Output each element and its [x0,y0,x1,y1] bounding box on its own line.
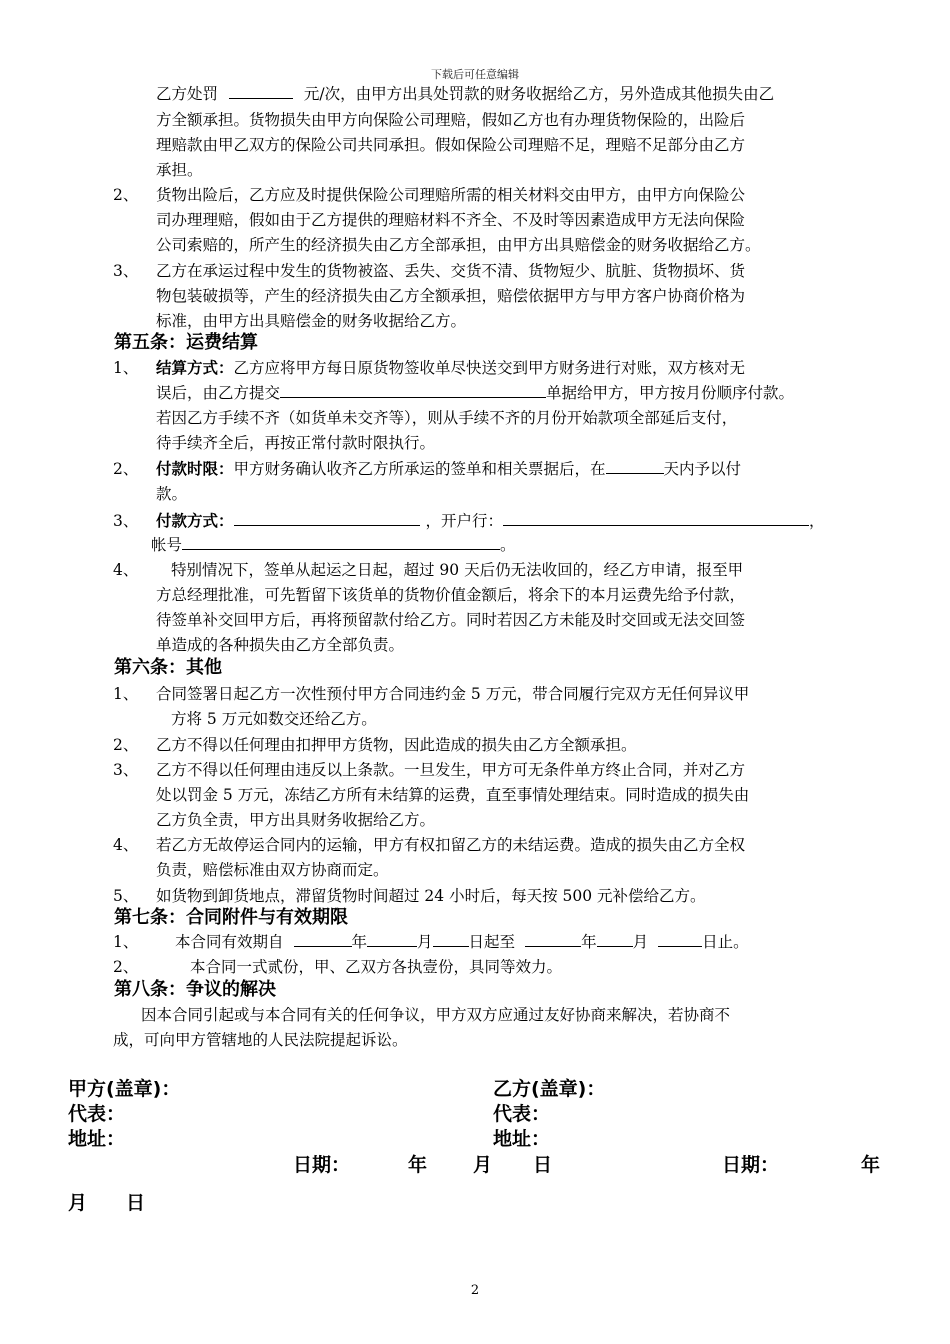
end-day-label: 日止。 [702,933,749,951]
section-6-heading: 第六条：其他 [114,657,222,678]
sec5-i1-text-2b: 单据给甲方，甲方按月份顺序付款。 [546,384,795,402]
sec5-i2-line-1 [156,459,741,479]
cont-text-1b: 元/次，由甲方出具处罚款的财务收据给乙方，另外造成其他损失由乙 [303,85,775,103]
end-month-blank [597,932,633,947]
payment-days-blank [606,459,664,474]
party-b-date-month: 月 [68,1192,88,1214]
party-b-address-label: 地址： [493,1128,551,1150]
cont-line-4: 承担。 [156,161,203,179]
item2-line-2: 司办理理赔，假如由于乙方提供的理赔材料不齐全、不及时等因素造成甲方无法向保险 [156,211,746,229]
sec6-i1-line-1: 合同签署日起乙方一次性预付甲方合同违约金 5 万元，带合同履行完双方无任何异议甲 [156,685,750,703]
sec6-i3-line-1: 乙方不得以任何理由违反以上条款。一旦发生，甲方可无条件单方终止合同，并对乙方 [156,761,746,779]
start-year-label: 年 [351,933,368,951]
item3-line-2: 物包装破损等，产生的经济损失由乙方全额承担，赔偿依据甲方与甲方客户协商价格为 [156,287,746,305]
cont-line-3: 理赔款由甲乙双方的保险公司共同承担。假如保险公司理赔不足，理赔不足部分由乙方 [156,136,746,154]
party-a-address-label: 地址： [68,1128,126,1150]
end-year-label: 年 [581,933,597,951]
party-b-date-year: 年 [861,1154,881,1176]
item2-line-3: 公司索赔的，所产生的经济损失由乙方全部承担，由甲方出具赔偿金的财务收据给乙方。 [156,236,761,254]
party-a-date-label: 日期： [293,1154,351,1176]
start-month-label: 月 [417,933,433,951]
sec5-i4-line-1: 特别情况下，签单从起运之日起，超过 90 天后仍无法收回的，经乙方申请，报至甲 [171,561,744,579]
item-number: 2、 [113,736,139,754]
party-a-date-year: 年 [408,1154,428,1176]
cont-line-1 [156,84,774,104]
party-a-date-month: 月 [473,1154,493,1176]
sec6-i5-line-1: 如货物到卸货地点，滞留货物时间超过 24 小时后，每天按 500 元补偿给乙方。 [156,887,706,905]
sec5-i4-line-3: 待签单补交回甲方后，再将预留款付给乙方。同时若因乙方未能及时交回或无法交回签 [156,611,746,629]
item-number: 2、 [113,460,139,478]
account-label: 帐号 [151,536,183,554]
sec7-i2-line: 本合同一式贰份，甲、乙双方各执壹份，具同等效力。 [190,958,563,976]
item-number: 3、 [113,262,139,280]
end-year-blank [525,932,581,947]
sec5-i4-line-4: 单造成的各种损失由乙方全部负责。 [156,636,405,654]
sec7-i1-line [175,932,749,952]
end-month-label: 月 [632,933,649,951]
item-number: 1、 [113,933,139,951]
party-a-date-day: 日 [533,1154,553,1176]
settlement-method-label: 结算方式： [156,359,234,377]
bank-comma: ， [809,512,825,530]
party-b-representative-label: 代表： [493,1103,551,1125]
penalty-amount-blank [229,84,293,99]
sec5-i2-line-2: 款。 [156,485,188,503]
item-number: 1、 [113,359,139,377]
cont-line-2: 方全额承担。货物损失由甲方向保险公司理赔，假如乙方也有办理货物保险的，出险后 [156,111,746,129]
document-name-blank [280,383,546,398]
item-number: 3、 [113,761,139,779]
account-end: 。 [500,536,516,554]
sec6-i2-line-1: 乙方不得以任何理由扣押甲方货物，因此造成的损失由乙方全额承担。 [156,736,637,754]
sec5-i1-line-4: 待手续齐全后，再按正常付款时限执行。 [156,434,436,452]
start-day-blank [433,932,469,947]
sec8-line-2: 成，可向甲方管辖地的人民法院提起诉讼。 [113,1031,408,1049]
item-number: 4、 [113,836,139,854]
item-number: 2、 [113,186,139,204]
section-5-heading: 第五条：运费结算 [114,332,258,353]
sec5-i3-line-1 [156,511,825,531]
bank-name-blank [503,511,809,526]
item-number: 3、 [113,512,139,530]
sec5-i4-line-2: 方总经理批准，可先暂留下该货单的货物价值金额后，将余下的本月运费先给予付款， [156,586,746,604]
item-number: 2、 [113,958,139,976]
item-number: 5、 [113,887,139,905]
sec6-i3-line-2: 处以罚金 5 万元，冻结乙方所有未结算的运费，直至事情处理结束。同时造成的损失由 [156,786,750,804]
item-number: 1、 [113,685,139,703]
sec5-i1-text-2a: 误后，由乙方提交 [156,384,281,402]
sec5-i1-line-2 [156,383,794,403]
sec5-i2-text-1a: 甲方财务确认收齐乙方所承运的签单和相关票据后，在 [233,460,606,478]
sec6-i4-line-1: 若乙方无故停运合同内的运输，甲方有权扣留乙方的未结运费。造成的损失由乙方全权 [156,836,746,854]
start-month-blank [367,932,417,947]
party-b-date-label: 日期： [722,1154,780,1176]
end-day-blank [658,932,702,947]
page-header: 下载后可任意编辑 [431,68,519,81]
sec6-i4-line-2: 负责，赔偿标准由双方协商而定。 [156,861,389,879]
item2-line-1: 货物出险后，乙方应及时提供保险公司理赔所需的相关材料交由甲方，由甲方向保险公 [156,186,746,204]
payment-term-label: 付款时限： [156,460,234,478]
sec6-i1-line-2: 方将 5 万元如数交还给乙方。 [171,710,377,728]
payment-method-label: 付款方式： [156,512,234,530]
bank-label: ，开户行： [425,512,504,530]
sec5-i1-text-1: 乙方应将甲方每日原货物签收单尽快送交到甲方财务进行对账，双方核对无 [233,359,746,377]
page-number: 2 [470,1283,480,1298]
sec8-line-1: 因本合同引起或与本合同有关的任何争议，甲方双方应通过友好协商来解决，若协商不 [141,1006,731,1024]
sec5-i3-line-2 [151,535,516,555]
party-b-seal-label: 乙方(盖章)： [493,1078,606,1100]
sec5-i2-text-1b: 天内予以付 [663,460,742,478]
party-a-representative-label: 代表： [68,1103,126,1125]
party-a-seal-label: 甲方(盖章)： [68,1078,181,1100]
party-b-date-day: 日 [126,1192,146,1214]
item3-line-1: 乙方在承运过程中发生的货物被盗、丢失、交货不清、货物短少、肮脏、货物损坏、货 [156,262,746,280]
payment-method-blank [234,511,420,526]
item-number: 4、 [113,561,139,579]
validity-prefix: 本合同有效期自 [175,933,284,951]
sec5-i1-line-3: 若因乙方手续不齐（如货单未交齐等），则从手续不齐的月份开始款项全部延后支付， [156,409,738,427]
account-number-blank [182,535,500,550]
section-8-heading: 第八条：争议的解决 [114,979,276,1000]
cont-text-1a: 乙方处罚 [156,85,219,103]
start-year-blank [294,932,352,947]
section-7-heading: 第七条：合同附件与有效期限 [114,907,348,928]
item3-line-3: 标准，由甲方出具赔偿金的财务收据给乙方。 [156,312,467,330]
sec6-i3-line-3: 乙方负全责，甲方出具财务收据给乙方。 [156,811,436,829]
sec5-i1-line-1 [156,358,745,378]
start-day-label: 日起至 [468,933,516,951]
